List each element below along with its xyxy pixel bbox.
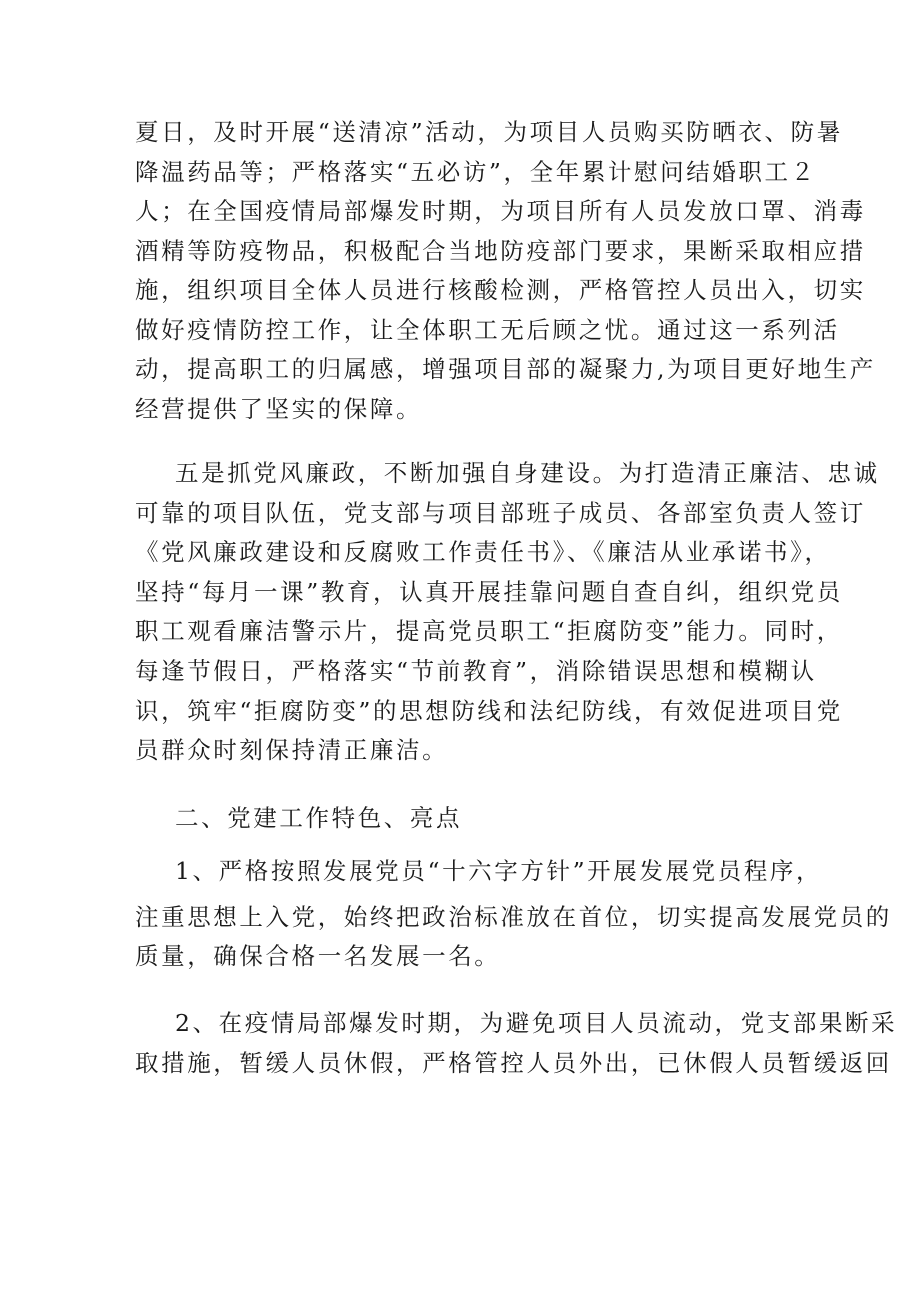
text-line: 夏日，及时开展“送清凉”活动，为项目人员购买防晒衣、防暑 <box>135 118 843 146</box>
paragraph-first-line: 2、在疫情局部爆发时期，为避免项目人员流动，党支部果断采 <box>175 1009 898 1037</box>
text-line: 做好疫情防控工作，让全体职工无后顾之忧。通过这一系列活 <box>135 316 840 344</box>
text-line: 酒精等防疫物品，积极配合当地防疫部门要求，果断采取相应措 <box>135 237 866 265</box>
text-line: 质量，确保合格一名发展一名。 <box>135 942 501 970</box>
text-line: 取措施，暂缓人员休假，严格管控人员外出，已休假人员暂缓返回 <box>135 1049 892 1077</box>
paragraph-first-line: 1、严格按照发展党员“十六字方针”开展发展党员程序， <box>175 857 823 885</box>
text-line: 经营提供了坚实的保障。 <box>135 395 423 423</box>
text-line: 降温药品等；严格落实“五必访”，全年累计慰问结婚职工２ <box>135 158 817 186</box>
text-line: 施，组织项目全体人员进行核酸检测，严格管控人员出入，切实 <box>135 276 866 304</box>
text-line: 注重思想上入党，始终把政治标准放在首位，切实提高发展党员的 <box>135 903 892 931</box>
paragraph-first-line: 五是抓党风廉政，不断加强自身建设。为打造清正廉洁、忠诚 <box>175 459 880 487</box>
text-line: 动，提高职工的归属感，增强项目部的凝聚力,为项目更好地生产 <box>135 355 876 383</box>
text-line: 《党风廉政建设和反腐败工作责任书》、《廉洁从业承诺书》， <box>135 538 831 566</box>
text-line: 坚持“每月一课”教育，认真开展挂靠问题自查自纠，组织党员 <box>135 578 843 606</box>
text-line: 识，筑牢“拒腐防变”的思想防线和法纪防线，有效促进项目党 <box>135 697 843 725</box>
text-line: 每逢节假日，严格落实“节前教育”，消除错误思想和模糊认 <box>135 657 817 685</box>
text-line: 员群众时刻保持清正廉洁。 <box>135 736 449 764</box>
section-heading: 二、党建工作特色、亮点 <box>175 804 463 832</box>
text-line: 职工观看廉洁警示片，提高党员职工“拒腐防变”能力。同时， <box>135 617 843 645</box>
text-line: 可靠的项目队伍，党支部与项目部班子成员、各部室负责人签订 <box>135 499 866 527</box>
text-line: 人；在全国疫情局部爆发时期，为项目所有人员发放口罩、消毒 <box>135 197 866 225</box>
